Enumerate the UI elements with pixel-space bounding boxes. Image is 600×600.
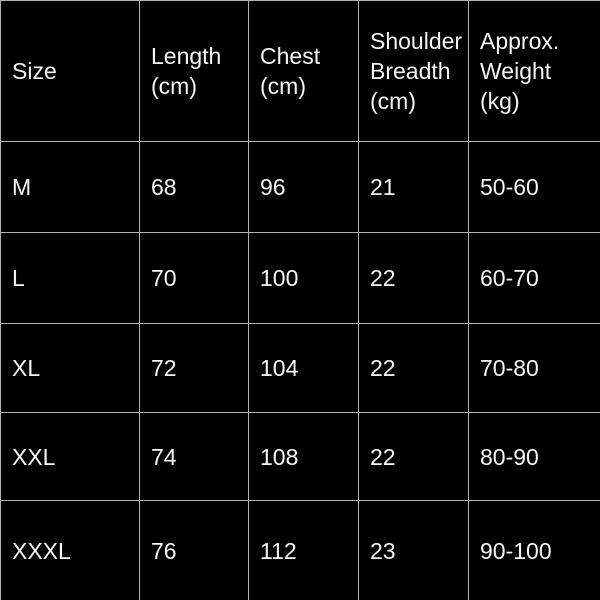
cell-weight: 80-90 bbox=[469, 413, 600, 501]
cell-chest: 96 bbox=[249, 142, 359, 233]
cell-weight: 50-60 bbox=[469, 142, 600, 233]
cell-weight: 90-100 bbox=[469, 501, 600, 600]
column-header-shoulder-breadth: Shoulder Breadth (cm) bbox=[359, 1, 469, 142]
table-row-l bbox=[1, 233, 600, 324]
cell-shoulder: 21 bbox=[359, 142, 469, 233]
cell-weight: 60-70 bbox=[469, 233, 600, 324]
column-header-chest: Chest (cm) bbox=[249, 1, 359, 142]
cell-length: 72 bbox=[140, 324, 249, 413]
cell-length: 68 bbox=[140, 142, 249, 233]
cell-shoulder: 23 bbox=[359, 501, 469, 600]
column-header-approx-weight: Approx. Weight (kg) bbox=[469, 1, 600, 142]
cell-length: 76 bbox=[140, 501, 249, 600]
table-row-m bbox=[1, 142, 600, 233]
cell-size: XXXL bbox=[1, 501, 140, 600]
table-row-xl bbox=[1, 324, 600, 413]
cell-shoulder: 22 bbox=[359, 413, 469, 501]
cell-weight: 70-80 bbox=[469, 324, 600, 413]
cell-size: XL bbox=[1, 324, 140, 413]
cell-shoulder: 22 bbox=[359, 233, 469, 324]
header-row bbox=[1, 1, 600, 142]
column-header-size: Size bbox=[1, 1, 140, 142]
cell-size: XXL bbox=[1, 413, 140, 501]
column-header-length: Length (cm) bbox=[140, 1, 249, 142]
cell-chest: 100 bbox=[249, 233, 359, 324]
cell-chest: 104 bbox=[249, 324, 359, 413]
cell-size: L bbox=[1, 233, 140, 324]
cell-length: 70 bbox=[140, 233, 249, 324]
cell-chest: 112 bbox=[249, 501, 359, 600]
cell-size: M bbox=[1, 142, 140, 233]
cell-chest: 108 bbox=[249, 413, 359, 501]
cell-length: 74 bbox=[140, 413, 249, 501]
table-row-xxxl bbox=[1, 501, 600, 600]
table-row-xxl bbox=[1, 413, 600, 501]
cell-shoulder: 22 bbox=[359, 324, 469, 413]
